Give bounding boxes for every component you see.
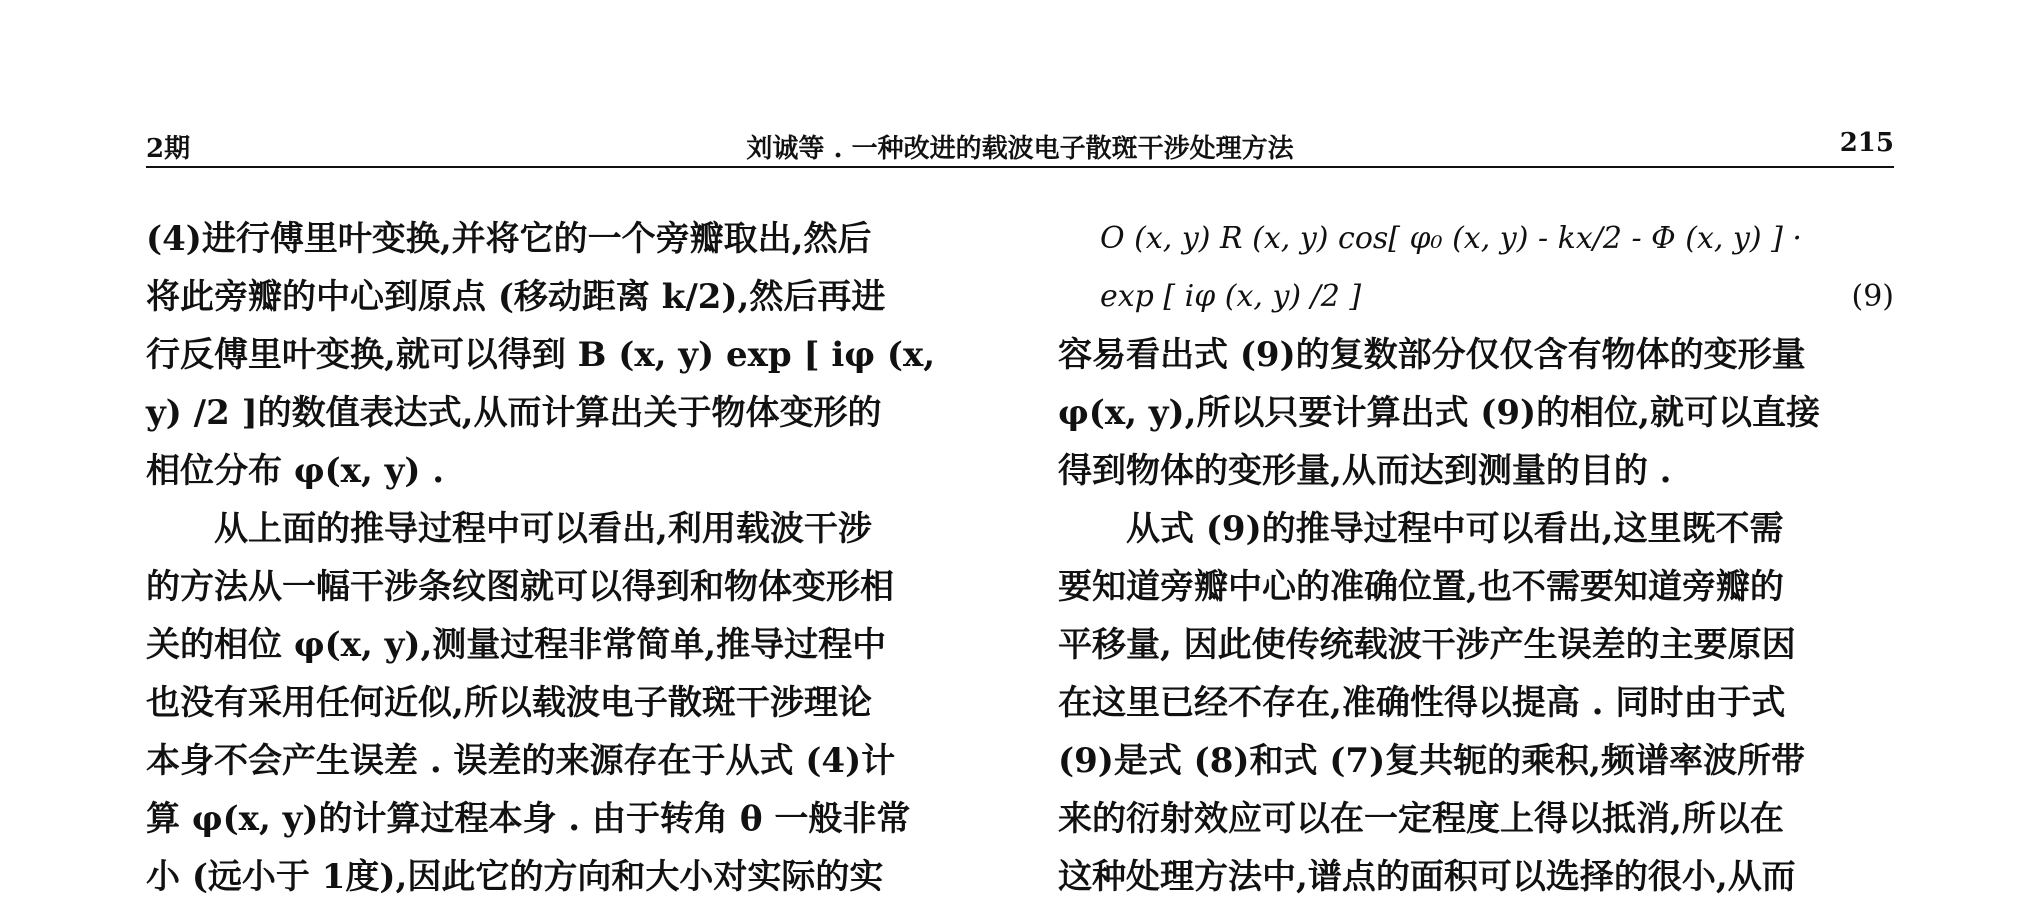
running-title: 刘诚等 . 一种改进的载波电子散斑干涉处理方法 bbox=[746, 134, 1294, 164]
text-line: 这种处理方法中,谱点的面积可以选择的很小,从而 bbox=[1058, 857, 1796, 897]
text-line: 在这里已经不存在,准确性得以提高 . 同时由于式 bbox=[1058, 683, 1786, 723]
issue-number: 2期 bbox=[146, 134, 191, 164]
header-rule bbox=[146, 166, 1894, 168]
page-number: 215 bbox=[1839, 128, 1894, 158]
text-line: 将此旁瓣的中心到原点 (移动距离 k/2),然后再进 bbox=[146, 277, 886, 317]
running-header bbox=[146, 122, 1894, 166]
text-line: 算 φ(x, y)的计算过程本身 . 由于转角 θ 一般非常 bbox=[146, 799, 911, 839]
right-column bbox=[1058, 210, 1894, 906]
equation-line-2 bbox=[1058, 268, 1894, 326]
text-line: (9)是式 (8)和式 (7)复共轭的乘积,频谱率波所带 bbox=[1058, 741, 1806, 781]
text-line: φ(x, y),所以只要计算出式 (9)的相位,就可以直接 bbox=[1058, 393, 1820, 433]
paragraph-start: 从式 (9)的推导过程中可以看出,这里既不需 bbox=[1126, 509, 1784, 549]
text-line: 小 (远小于 1度),因此它的方向和大小对实际的实 bbox=[146, 857, 884, 897]
text-line: 来的衍射效应可以在一定程度上得以抵消,所以在 bbox=[1058, 799, 1784, 839]
text-line: 平移量, 因此使传统载波干涉产生误差的主要原因 bbox=[1058, 625, 1796, 665]
text-line: 也没有采用任何近似,所以载波电子散斑干涉理论 bbox=[146, 683, 872, 723]
text-line: 行反傅里叶变换,就可以得到 B (x, y) exp [ iφ (x, bbox=[146, 335, 936, 375]
text-line: 的方法从一幅干涉条纹图就可以得到和物体变形相 bbox=[146, 567, 894, 607]
text-line: (4)进行傅里叶变换,并将它的一个旁瓣取出,然后 bbox=[146, 219, 872, 259]
left-column bbox=[146, 210, 984, 906]
text-line: 得到物体的变形量,从而达到测量的目的 . bbox=[1058, 451, 1672, 491]
text-line: y) /2 ]的数值表达式,从而计算出关于物体变形的 bbox=[146, 393, 882, 433]
text-line: 要知道旁瓣中心的准确位置,也不需要知道旁瓣的 bbox=[1058, 567, 1784, 607]
paragraph-start: 从上面的推导过程中可以看出,利用载波干涉 bbox=[214, 509, 872, 549]
equation-number: (9) bbox=[1851, 279, 1894, 314]
equation-line-1: O (x, y) R (x, y) cos[ φ₀ (x, y) - kx/2 - Φ (x, y) ] · bbox=[1100, 221, 1802, 256]
text-line: 本身不会产生误差 . 误差的来源存在于从式 (4)计 bbox=[146, 741, 896, 781]
text-line: 容易看出式 (9)的复数部分仅仅含有物体的变形量 bbox=[1058, 335, 1806, 375]
text-line: 关的相位 φ(x, y),测量过程非常简单,推导过程中 bbox=[146, 625, 887, 665]
equation-text: exp [ iφ (x, y) /2 ] bbox=[1100, 279, 1362, 314]
text-line: 相位分布 φ(x, y) . bbox=[146, 451, 445, 491]
